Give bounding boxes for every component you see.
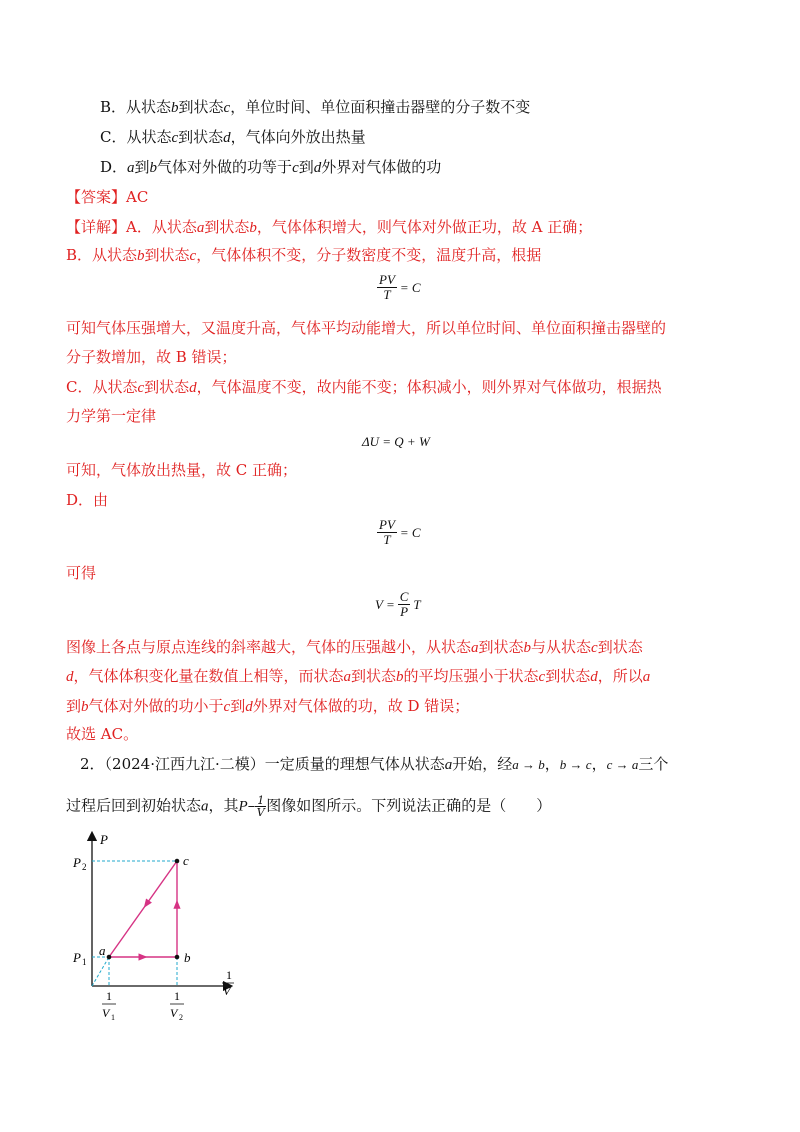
point-a bbox=[107, 955, 112, 960]
svg-text:2: 2 bbox=[82, 862, 87, 872]
detail-line-11: d，气体体积变化量在数值上相等，而状态a到状态b的平均压强小于状态c到状态d，所以a bbox=[66, 667, 651, 685]
svg-text:1: 1 bbox=[106, 989, 112, 1003]
point-label-b: b bbox=[184, 950, 191, 965]
x-tick-label-1-v2 bbox=[170, 989, 184, 1022]
point-label-a: a bbox=[99, 943, 106, 958]
point-b bbox=[175, 955, 180, 960]
guide-line-origin-to-a bbox=[92, 957, 109, 986]
formula-pv-t-1: $\frac{PV}{T}$ = C bbox=[379, 272, 421, 302]
detail-line-10: 图像上各点与原点连线的斜率越大，气体的压强越小，从状态a到状态b与从状态c到状态 bbox=[66, 638, 643, 656]
svg-text:V: V bbox=[170, 1006, 178, 1020]
svg-text:P: P bbox=[73, 855, 81, 870]
detail-line-13: 故选 AC。 bbox=[66, 725, 139, 743]
question-2-line-1: 2．（2024·江西九江·二模）一定质量的理想气体从状态a开始，经a → b，b → c，c → a三个 bbox=[80, 755, 669, 773]
detail-line-9: 可得 bbox=[66, 564, 97, 582]
svg-text:V: V bbox=[223, 984, 231, 998]
detail-line-12: 到b气体对外做的功小于c到d外界对气体做的功，故 D 错误； bbox=[66, 697, 470, 715]
detail-line-3: 可知气体压强增大，又温度升高，气体平均动能增大，所以单位时间、单位面积撞击器壁的 bbox=[66, 319, 667, 337]
y-tick-label-p1 bbox=[72, 950, 87, 967]
option-c: C．从状态c到状态d，气体向外放出热量 bbox=[100, 128, 366, 146]
answer-line: 【答案】AC bbox=[66, 188, 149, 206]
detail-line-2: B．从状态b到状态c，气体体积不变，分子数密度不变，温度升高，根据 bbox=[66, 246, 542, 264]
point-c bbox=[175, 859, 180, 864]
x-tick-label-1-v1 bbox=[102, 989, 116, 1022]
detail-line-5: C．从状态c到状态d，气体温度不变，故内能不变；体积减小，则外界对气体做功，根据热 bbox=[66, 378, 662, 396]
p-inverse-v-chart bbox=[60, 828, 250, 1028]
detail-line-4: 分子数增加，故 B 错误； bbox=[66, 348, 237, 366]
arrow-ca-icon bbox=[144, 898, 152, 907]
detail-line-6: 力学第一定律 bbox=[66, 407, 157, 425]
formula-first-law: ΔU = Q + W bbox=[362, 434, 430, 449]
detail-line-1: 【详解】A．从状态a到状态b，气体体积增大，则气体对外做正功，故 A 正确； bbox=[66, 218, 593, 236]
option-d: D．a到b气体对外做的功等于c到d外界对气体做的功 bbox=[100, 158, 442, 176]
svg-text:1: 1 bbox=[226, 968, 232, 982]
y-axis-label: P bbox=[100, 832, 108, 847]
svg-text:1: 1 bbox=[82, 957, 87, 967]
option-b: B．从状态b到状态c，单位时间、单位面积撞击器壁的分子数不变 bbox=[100, 98, 531, 116]
svg-text:2: 2 bbox=[179, 1013, 183, 1022]
x-axis-label bbox=[222, 968, 234, 998]
arrow-ab-icon bbox=[139, 953, 148, 960]
arrow-bc-icon bbox=[173, 900, 180, 909]
question-2-line-2: 过程后回到初始状态a，其P– $\frac{1}{V}$ 图像如图所示。下列说法正确的是（ ） bbox=[66, 794, 552, 819]
detail-line-7: 可知，气体放出热量，故 C 正确； bbox=[66, 461, 298, 479]
svg-text:1: 1 bbox=[111, 1013, 115, 1022]
formula-pv-t-2: $\frac{PV}{T}$ = C bbox=[379, 517, 421, 547]
svg-text:1: 1 bbox=[174, 989, 180, 1003]
detail-line-8: D．由 bbox=[66, 491, 109, 509]
svg-text:P: P bbox=[73, 950, 81, 965]
point-label-c: c bbox=[183, 853, 189, 868]
y-tick-label-p2 bbox=[72, 855, 87, 872]
svg-text:V: V bbox=[102, 1006, 110, 1020]
process-line-ca bbox=[109, 861, 177, 957]
formula-v-ct-p: V = $\frac{C}{P}$ T bbox=[375, 589, 421, 619]
